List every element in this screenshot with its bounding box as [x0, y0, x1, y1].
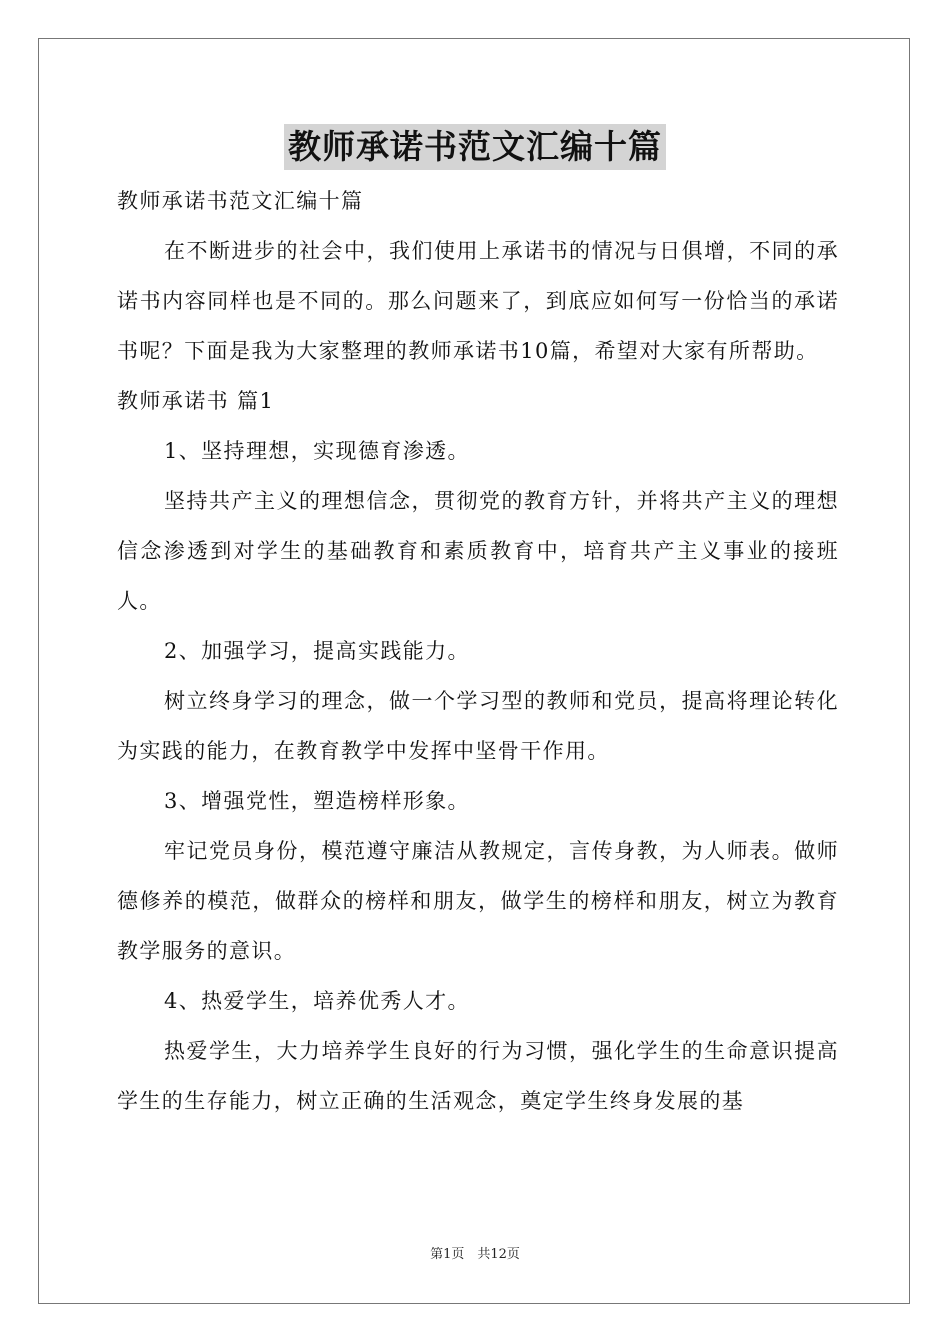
paragraph: 牢记党员身份，模范遵守廉洁从教规定，言传身教，为人师表。做师德修养的模范，做群众的榜样和朋友，做学生的榜样和朋友，树立为教育教学服务的意识。: [117, 839, 839, 963]
paragraph: 4、热爱学生，培养优秀人才。: [164, 989, 470, 1013]
paragraph: 热爱学生，大力培养学生良好的行为习惯，强化学生的生命意识提高学生的生存能力，树立正确的生活观念，奠定学生终身发展的基: [117, 1039, 839, 1113]
paragraph: 1、坚持理想，实现德育渗透。: [164, 439, 470, 463]
paragraph: 树立终身学习的理念，做一个学习型的教师和党员，提高将理论转化为实践的能力，在教育教学中发挥中坚骨干作用。: [117, 689, 839, 763]
paragraph: 教师承诺书 篇1: [117, 389, 275, 413]
title-container: [0, 124, 950, 170]
document-title: 教师承诺书范文汇编十篇: [284, 124, 666, 170]
document-body: [117, 176, 839, 1126]
paragraph: 在不断进步的社会中，我们使用上承诺书的情况与日俱增，不同的承诺书内容同样也是不同的。那么问题来了，到底应如何写一份恰当的承诺书呢？下面是我为大家整理的教师承诺书10篇，希望对大家有所帮助。: [117, 239, 839, 363]
paragraph: 2、加强学习，提高实践能力。: [164, 639, 470, 663]
paragraph: 坚持共产主义的理想信念，贯彻党的教育方针，并将共产主义的理想信念渗透到对学生的基础教育和素质教育中，培育共产主义事业的接班人。: [117, 489, 839, 613]
paragraph: 教师承诺书范文汇编十篇: [117, 189, 364, 213]
page-number-footer: 第1页 共12页: [430, 1247, 520, 1262]
paragraph: 3、增强党性，塑造榜样形象。: [164, 789, 470, 813]
